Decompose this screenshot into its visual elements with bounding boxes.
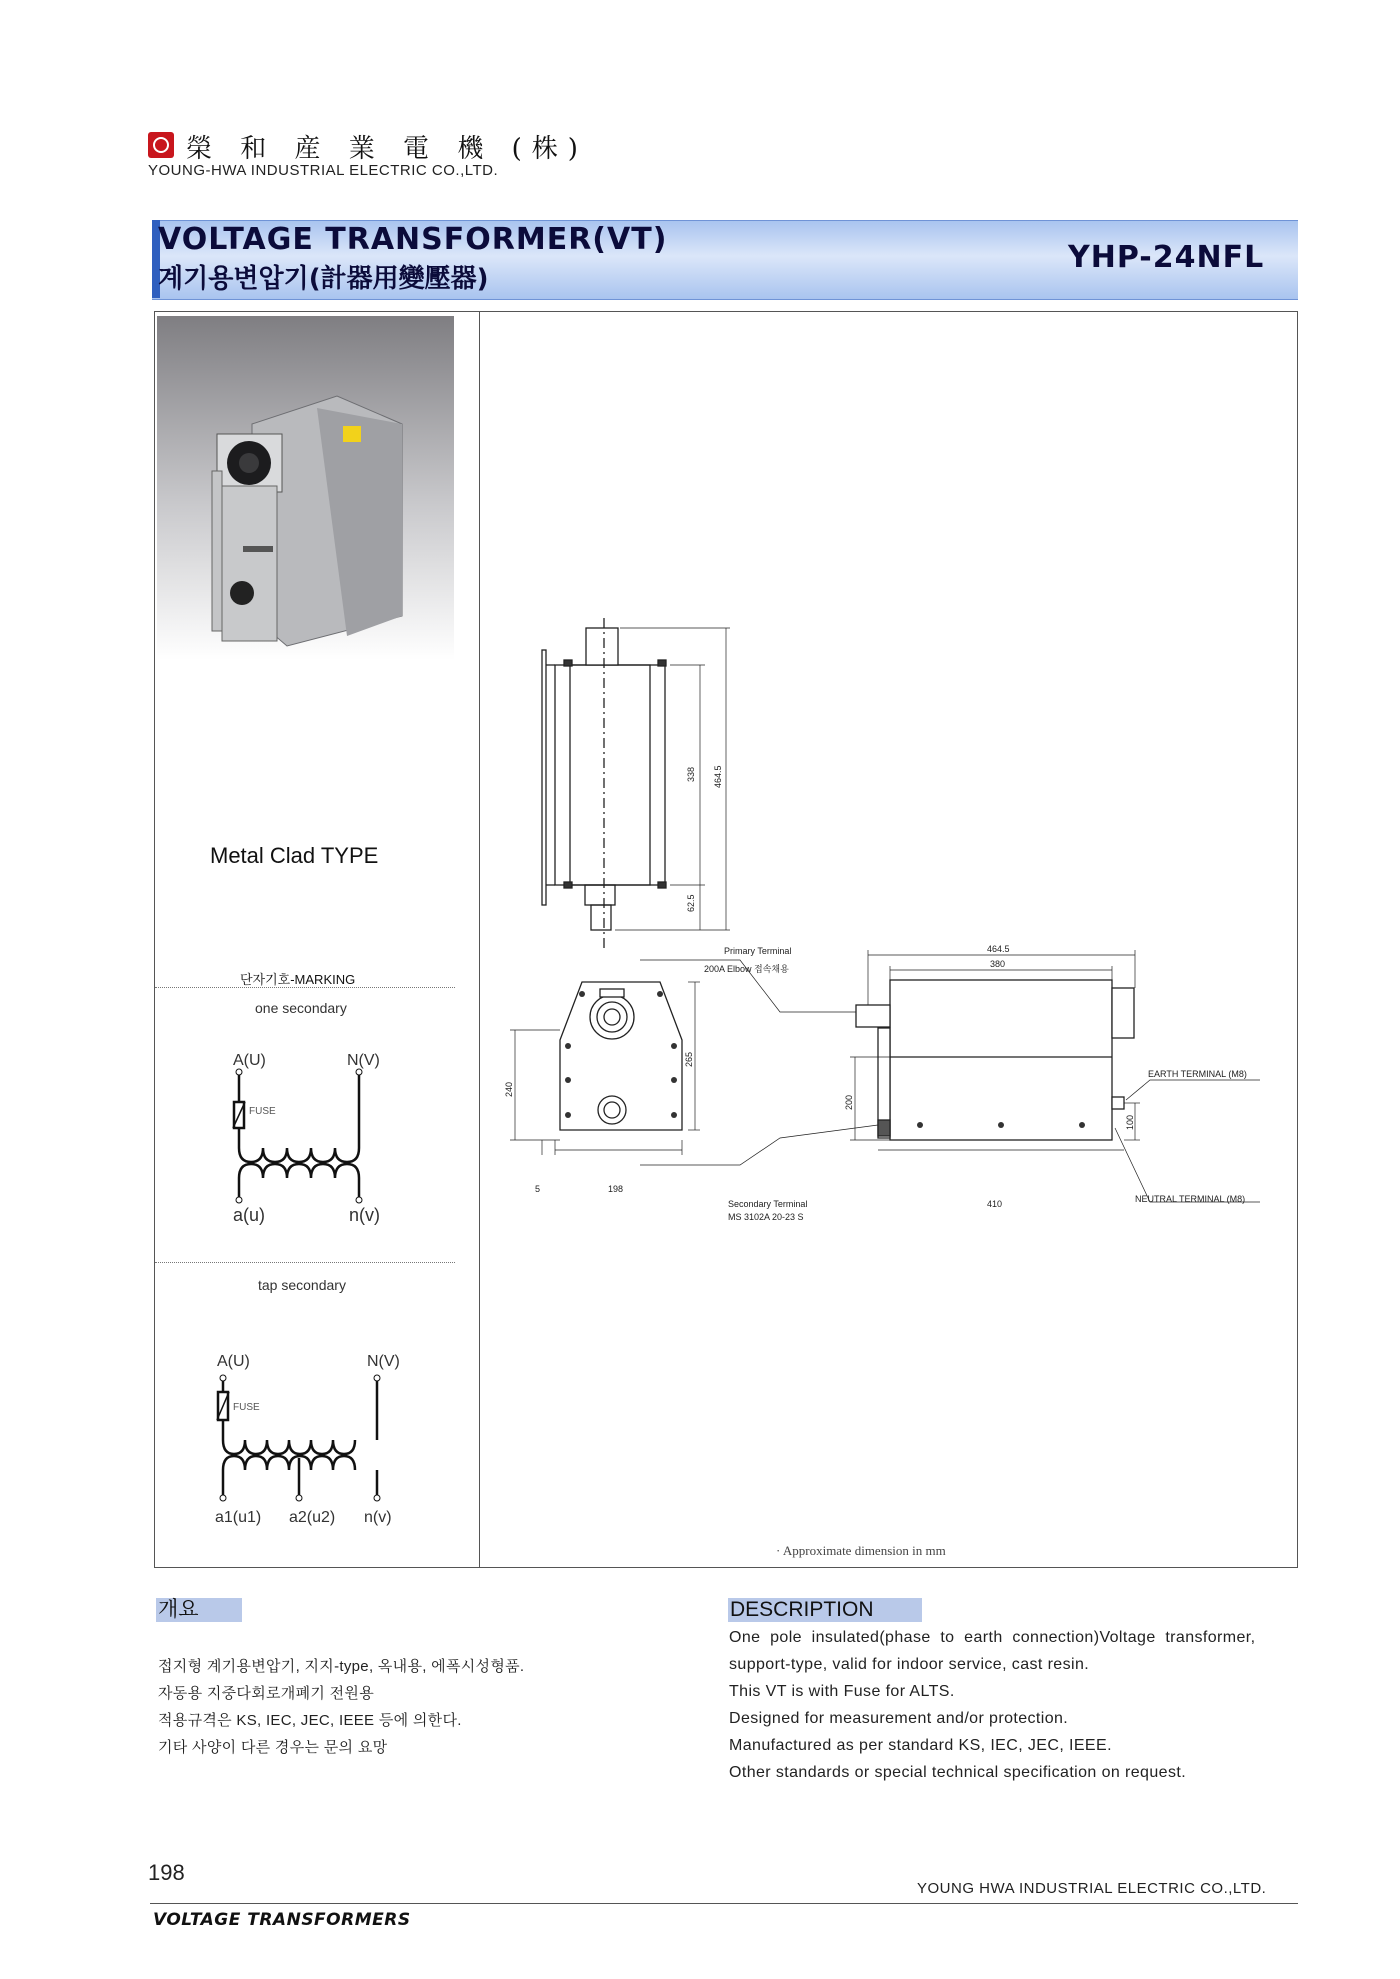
page-number: 198 <box>148 1860 185 1885</box>
one-sec-fuse-label: FUSE <box>249 1106 276 1117</box>
tap-separator <box>155 1262 455 1263</box>
product-photo <box>157 316 454 660</box>
marking-separator <box>155 987 455 988</box>
earth-terminal-label: EARTH TERMINAL (M8) <box>1148 1069 1247 1079</box>
footer-rule <box>150 1903 1298 1904</box>
secondary-terminal-label: Secondary Terminal <box>728 1199 808 1209</box>
dim-380: 380 <box>990 959 1006 969</box>
tap-secondary-2: a2(u2) <box>289 1509 336 1526</box>
tap-secondary-diagram <box>155 1330 455 1545</box>
tap-primary-left: A(U) <box>217 1353 250 1370</box>
overview-heading: 개요 <box>156 1598 242 1622</box>
description-heading: DESCRIPTION <box>728 1598 922 1622</box>
overview-line-2: 자동용 지중다회로개폐기 전원용 <box>158 1685 374 1702</box>
page-title-ko: 계기용변압기(計器用變壓器) <box>158 264 489 294</box>
dim-198: 198 <box>608 1184 624 1194</box>
overview-line-4: 기타 사양이 다른 경우는 문의 요망 <box>158 1739 388 1756</box>
model-number: YHP-24NFL <box>1068 240 1265 275</box>
company-logo-icon <box>148 132 174 158</box>
description-line-3: This VT is with Fuse for ALTS. <box>729 1683 955 1700</box>
footer-section-title: VOLTAGE TRANSFORMERS <box>153 1910 411 1930</box>
overview-line-1: 접지형 계기용변압기, 지지-type, 옥내용, 에폭시성형품. <box>158 1658 525 1675</box>
column-divider <box>479 311 480 1568</box>
company-name-en: YOUNG-HWA INDUSTRIAL ELECTRIC CO.,LTD. <box>148 162 499 179</box>
neutral-terminal-label: NEUTRAL TERMINAL (M8) <box>1135 1194 1246 1204</box>
dim-240: 240 <box>504 1081 514 1097</box>
one-sec-secondary-left: a(u) <box>233 1205 266 1225</box>
one-sec-secondary-right: n(v) <box>349 1205 380 1225</box>
dim-100: 100 <box>1125 1114 1135 1130</box>
description-line-1: One pole insulated(phase to earth connection)Voltage transformer, <box>729 1629 1256 1646</box>
primary-terminal-sub: 200A Elbow 접속채용 <box>704 964 789 974</box>
dim-265: 265 <box>684 1051 694 1067</box>
dim-62-5: 62.5 <box>686 894 696 912</box>
description-line-5: Manufactured as per standard KS, IEC, JEC, IEEE. <box>729 1737 1112 1754</box>
dimension-note: · Approximate dimension in mm <box>776 1543 946 1558</box>
one-sec-primary-left: A(U) <box>233 1052 266 1069</box>
dim-200: 200 <box>844 1094 854 1110</box>
secondary-terminal-sub: MS 3102A 20-23 S <box>728 1212 804 1222</box>
primary-terminal-label: Primary Terminal <box>724 946 792 956</box>
page-title-en: VOLTAGE TRANSFORMER(VT) <box>158 222 668 257</box>
tap-fuse-label: FUSE <box>233 1402 260 1413</box>
dim-338: 338 <box>686 766 696 782</box>
dimension-drawing <box>490 610 1280 1240</box>
tap-secondary-1: a1(u1) <box>215 1509 262 1526</box>
dim-410: 410 <box>987 1199 1003 1209</box>
tap-primary-right: N(V) <box>367 1353 400 1370</box>
tap-secondary-3: n(v) <box>364 1509 392 1526</box>
type-label: Metal Clad TYPE <box>210 843 379 868</box>
description-line-2: support-type, valid for indoor service, cast resin. <box>729 1656 1090 1673</box>
one-sec-primary-right: N(V) <box>347 1052 380 1069</box>
dim-464-5-horizontal: 464.5 <box>987 944 1010 954</box>
description-line-4: Designed for measurement and/or protection. <box>729 1710 1069 1727</box>
overview-line-3: 적용규격은 KS, IEC, JEC, IEEE 등에 의한다. <box>158 1712 462 1729</box>
marking-label: 단자기호-MARKING <box>240 972 356 987</box>
description-line-6: Other standards or special technical specification on request. <box>729 1764 1187 1781</box>
dim-464-5-vertical: 464.5 <box>713 765 723 788</box>
one-secondary-label: one secondary <box>255 1000 347 1016</box>
company-name-cjk: 榮 和 産 業 電 機 (株) <box>186 134 588 164</box>
tap-secondary-label: tap secondary <box>258 1277 346 1293</box>
one-secondary-diagram <box>155 1020 455 1240</box>
footer-company: YOUNG HWA INDUSTRIAL ELECTRIC CO.,LTD. <box>917 1880 1267 1897</box>
dim-5: 5 <box>535 1184 541 1194</box>
